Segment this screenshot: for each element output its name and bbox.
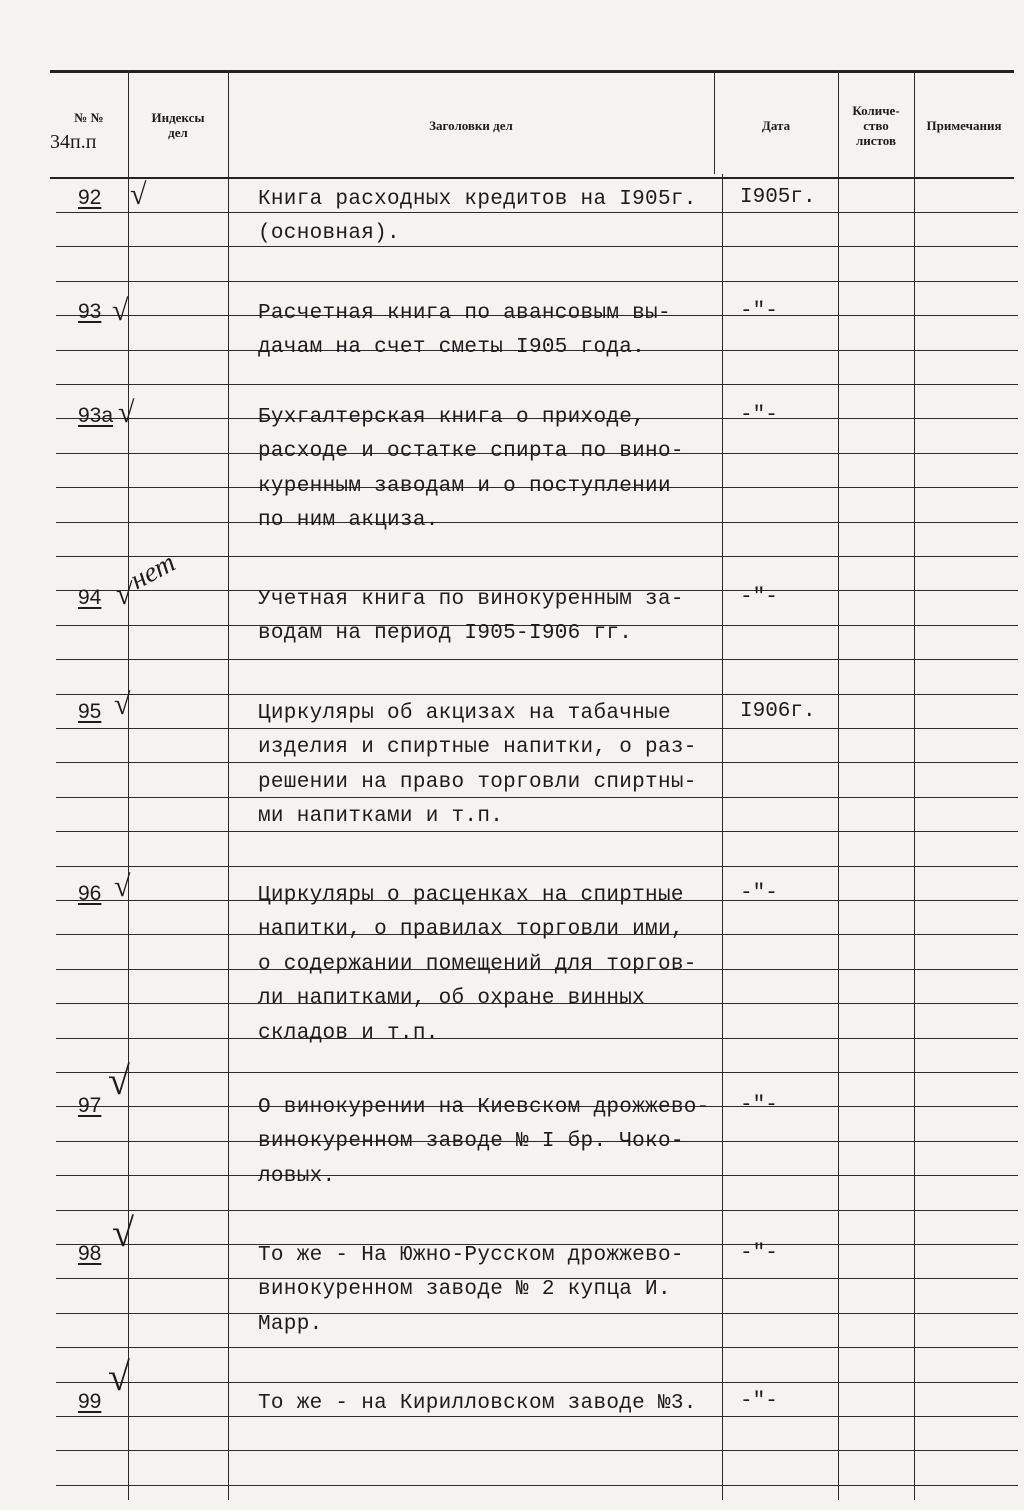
ruled-line <box>838 453 914 454</box>
ruled-line <box>838 556 914 557</box>
ruled-line <box>914 1072 1018 1073</box>
ruled-line <box>128 453 228 454</box>
checkmark-icon: √ <box>108 1058 130 1103</box>
ruled-line <box>722 281 838 282</box>
record-number: 95 <box>78 700 102 723</box>
ruled-line <box>128 831 228 832</box>
ruled-line <box>722 246 838 247</box>
header-notes: Примечания <box>926 117 1002 133</box>
ruled-line <box>128 384 228 385</box>
ruled-line <box>914 1313 1018 1314</box>
header-sheet-count: Количе- ство листов <box>852 102 900 148</box>
ruled-line <box>128 625 228 626</box>
ruled-line <box>838 1416 914 1417</box>
ruled-line <box>128 1210 228 1211</box>
ruled-line <box>128 1278 228 1279</box>
ruled-line <box>56 762 130 763</box>
ruled-line <box>128 659 228 660</box>
ruled-line <box>722 1485 838 1486</box>
ruled-line <box>128 969 228 970</box>
ruled-line <box>914 453 1018 454</box>
ruled-line <box>914 969 1018 970</box>
record-title: Учетная книга по винокуренным за- водам на период I905-I906 гг. <box>258 588 684 646</box>
ruled-line <box>128 934 228 935</box>
record-date: I906г. <box>740 700 816 723</box>
record-number: 93 <box>78 300 102 323</box>
ruled-line <box>722 453 838 454</box>
ruled-line <box>838 522 914 523</box>
ruled-line <box>56 797 130 798</box>
ruled-line <box>128 900 228 901</box>
ruled-line <box>56 350 130 351</box>
checkmark-icon: √ <box>108 1354 130 1399</box>
ruled-line <box>228 1072 722 1073</box>
ruled-line <box>914 831 1018 832</box>
ruled-line <box>914 1382 1018 1383</box>
ruled-line <box>838 728 914 729</box>
ruled-line <box>56 728 130 729</box>
record-title: О винокурении на Киевском дрожжево- винокуренном заводе № I бр. Чоко- ловых. <box>258 1096 710 1188</box>
record-date: -"- <box>740 882 778 905</box>
record-date: -"- <box>740 1242 778 1265</box>
ruled-line <box>838 659 914 660</box>
ruled-line <box>722 1072 838 1073</box>
ruled-line <box>838 1485 914 1486</box>
ruled-line <box>838 694 914 695</box>
ruled-line <box>914 625 1018 626</box>
table-header <box>50 70 1014 179</box>
record-title: Циркуляры о расценках на спиртные напитки, о правилах торговли ими, о содержании помещений для торгов- ли напитками, об охране винных складов и т.п. <box>258 884 697 1045</box>
column-rule <box>228 70 229 1500</box>
ruled-line <box>228 1450 722 1451</box>
ruled-line <box>56 1003 130 1004</box>
ruled-line <box>56 281 130 282</box>
ruled-line <box>838 1450 914 1451</box>
ruled-line <box>914 762 1018 763</box>
ruled-line <box>914 728 1018 729</box>
ruled-line <box>722 487 838 488</box>
record-date: I905г. <box>740 186 816 209</box>
ruled-line <box>838 1210 914 1211</box>
ruled-line <box>56 1313 130 1314</box>
ruled-line <box>914 1244 1018 1245</box>
record-date: -"- <box>740 1094 778 1117</box>
ruled-line <box>128 522 228 523</box>
ruled-line <box>838 384 914 385</box>
ruled-line <box>914 522 1018 523</box>
record-title: Бухгалтерская книга о приходе, расходе и остатке спирта по вино- куренным заводам и о поступлении по ним акциза. <box>258 406 684 533</box>
checkmark-icon: √ <box>112 294 129 327</box>
ruled-line <box>56 934 130 935</box>
header-index: Индексы дел <box>151 110 205 140</box>
ruled-line <box>914 1106 1018 1107</box>
ruled-line <box>914 384 1018 385</box>
ruled-line <box>128 1485 228 1486</box>
ruled-line <box>228 659 722 660</box>
ruled-line <box>722 556 838 557</box>
ruled-line <box>838 1038 914 1039</box>
ruled-line <box>722 1416 838 1417</box>
ruled-line <box>838 762 914 763</box>
ruled-line <box>914 1038 1018 1039</box>
column-rule <box>714 70 715 174</box>
ruled-line <box>722 1347 838 1348</box>
record-date: -"- <box>740 1390 778 1413</box>
ruled-line <box>722 728 838 729</box>
checkmark-icon: √ <box>112 1210 134 1255</box>
ruled-line <box>914 1141 1018 1142</box>
ruled-line <box>838 418 914 419</box>
ruled-line <box>228 281 722 282</box>
ruled-line <box>722 1038 838 1039</box>
record-title: Книга расходных кредитов на I905г. (основная). <box>258 188 697 246</box>
ruled-line <box>914 556 1018 557</box>
ruled-line <box>838 797 914 798</box>
ruled-line <box>128 797 228 798</box>
column-rule <box>838 70 839 1500</box>
ruled-line <box>914 1485 1018 1486</box>
ruled-line <box>722 934 838 935</box>
ruled-line <box>722 1278 838 1279</box>
ruled-line <box>722 1175 838 1176</box>
ruled-line <box>128 694 228 695</box>
record-title: Расчетная книга по авансовым вы- дачам на счет сметы I905 года. <box>258 302 671 360</box>
ruled-line <box>914 246 1018 247</box>
ruled-line <box>228 694 722 695</box>
ruled-line <box>838 590 914 591</box>
ruled-line <box>56 487 130 488</box>
ruled-line <box>56 1450 130 1451</box>
ruled-line <box>914 900 1018 901</box>
ruled-line <box>56 1485 130 1486</box>
ruled-line <box>838 1278 914 1279</box>
ruled-line <box>914 934 1018 935</box>
ruled-line <box>56 556 130 557</box>
ruled-line <box>128 212 228 213</box>
record-number: 96 <box>78 882 102 905</box>
column-rule <box>914 70 915 1500</box>
ruled-line <box>128 1313 228 1314</box>
record-number: 93а <box>78 404 114 427</box>
ruled-line <box>56 246 130 247</box>
ruled-line <box>914 1416 1018 1417</box>
ruled-line <box>56 969 130 970</box>
ruled-line <box>838 1244 914 1245</box>
ruled-line <box>838 281 914 282</box>
ruled-line <box>914 866 1018 867</box>
ruled-line <box>128 1072 228 1073</box>
ruled-line <box>722 1450 838 1451</box>
ruled-line <box>722 212 838 213</box>
header-date: Дата <box>761 117 791 133</box>
ruled-line <box>914 1210 1018 1211</box>
ruled-line <box>56 1175 130 1176</box>
header-number: № № <box>74 110 104 125</box>
ruled-line <box>128 1450 228 1451</box>
record-date: -"- <box>740 404 778 427</box>
header-title: Заголовки дел <box>429 117 513 133</box>
record-title: Циркуляры об акцизах на табачные изделия и спиртные напитки, о раз- решении на право торговли спиртны- ми напитками и т.п. <box>258 702 697 829</box>
ruled-line <box>838 866 914 867</box>
ruled-line <box>56 625 130 626</box>
ruled-line <box>838 1313 914 1314</box>
checkmark-icon: √ <box>114 688 131 721</box>
ruled-line <box>56 522 130 523</box>
ruled-line <box>128 418 228 419</box>
record-date: -"- <box>740 300 778 323</box>
ruled-line <box>722 866 838 867</box>
ruled-line <box>838 969 914 970</box>
ruled-line <box>838 1003 914 1004</box>
ruled-line <box>128 1416 228 1417</box>
ruled-line <box>838 487 914 488</box>
ruled-line <box>914 281 1018 282</box>
ruled-line <box>128 1175 228 1176</box>
ruled-line <box>128 1106 228 1107</box>
ruled-line <box>722 1003 838 1004</box>
ruled-line <box>914 212 1018 213</box>
ruled-line <box>914 797 1018 798</box>
ruled-line <box>914 418 1018 419</box>
ruled-line <box>914 659 1018 660</box>
ruled-line <box>722 1141 838 1142</box>
ruled-line <box>128 1003 228 1004</box>
ruled-line <box>56 866 130 867</box>
checkmark-icon: √ <box>114 870 131 903</box>
ruled-line <box>722 762 838 763</box>
ruled-line <box>722 694 838 695</box>
ruled-line <box>228 1210 722 1211</box>
ruled-line <box>722 659 838 660</box>
ruled-line <box>722 350 838 351</box>
ruled-line <box>914 1278 1018 1279</box>
record-number: 97 <box>78 1094 102 1117</box>
ruled-line <box>128 762 228 763</box>
record-title: То же - на Кирилловском заводе №3. <box>258 1392 697 1415</box>
ruled-line <box>128 281 228 282</box>
ruled-line <box>128 1382 228 1383</box>
ruled-line <box>838 246 914 247</box>
ruled-line <box>128 1347 228 1348</box>
ruled-line <box>838 350 914 351</box>
ruled-line <box>128 866 228 867</box>
handwritten-note: нет <box>125 547 181 597</box>
ruled-line <box>838 315 914 316</box>
ruled-line <box>914 350 1018 351</box>
ruled-line <box>914 694 1018 695</box>
column-rule <box>128 70 129 1500</box>
ruled-line <box>56 659 130 660</box>
ruled-line <box>228 1485 722 1486</box>
ruled-line <box>722 831 838 832</box>
ruled-line <box>838 934 914 935</box>
checkmark-icon: √ <box>118 396 135 429</box>
record-number: 92 <box>78 186 102 209</box>
ruled-line <box>228 1382 722 1383</box>
record-number: 98 <box>78 1242 102 1265</box>
ruled-line <box>838 1106 914 1107</box>
ruled-line <box>838 212 914 213</box>
record-number: 99 <box>78 1390 102 1413</box>
ruled-line <box>56 384 130 385</box>
ruled-line <box>56 453 130 454</box>
ruled-line <box>722 1382 838 1383</box>
record-number: 94 <box>78 586 102 609</box>
ruled-line <box>56 1347 130 1348</box>
ruled-line <box>914 487 1018 488</box>
ruled-line <box>722 1313 838 1314</box>
ruled-line <box>128 1141 228 1142</box>
ruled-line <box>722 797 838 798</box>
ruled-line <box>128 315 228 316</box>
ruled-line <box>722 384 838 385</box>
ruled-line <box>56 1278 130 1279</box>
record-title: То же - На Южно-Русском дрожжево- винокуренном заводе № 2 купца И. Марр. <box>258 1244 684 1336</box>
checkmark-icon: √ <box>130 178 147 211</box>
ruled-line <box>914 590 1018 591</box>
ruled-line <box>128 1038 228 1039</box>
ruled-line <box>722 522 838 523</box>
ruled-line <box>838 1141 914 1142</box>
ruled-line <box>838 625 914 626</box>
ruled-line <box>128 487 228 488</box>
ruled-line <box>228 556 722 557</box>
ruled-line <box>914 1347 1018 1348</box>
ruled-line <box>128 350 228 351</box>
ruled-line <box>128 1244 228 1245</box>
checkmark-icon: √ <box>116 578 133 611</box>
ruled-line <box>228 866 722 867</box>
ruled-line <box>56 1038 130 1039</box>
ruled-line <box>838 1175 914 1176</box>
ruled-line <box>838 1347 914 1348</box>
ruled-line <box>128 556 228 557</box>
record-date: -"- <box>740 586 778 609</box>
ruled-line <box>914 1450 1018 1451</box>
ruled-line <box>228 1347 722 1348</box>
ruled-line <box>56 1141 130 1142</box>
ruled-line <box>56 831 130 832</box>
ruled-line <box>722 969 838 970</box>
ruled-line <box>56 212 130 213</box>
ruled-line <box>914 1003 1018 1004</box>
ruled-line <box>838 900 914 901</box>
ruled-line <box>914 315 1018 316</box>
ruled-line <box>128 728 228 729</box>
ruled-line <box>914 1175 1018 1176</box>
ruled-line <box>838 1382 914 1383</box>
header-number-sub: 34п.п <box>50 131 97 153</box>
ruled-line <box>56 1416 130 1417</box>
ruled-line <box>228 384 722 385</box>
ruled-line <box>128 246 228 247</box>
ruled-line <box>722 625 838 626</box>
ruled-line <box>838 1072 914 1073</box>
ruled-line <box>838 831 914 832</box>
ruled-line <box>722 1210 838 1211</box>
